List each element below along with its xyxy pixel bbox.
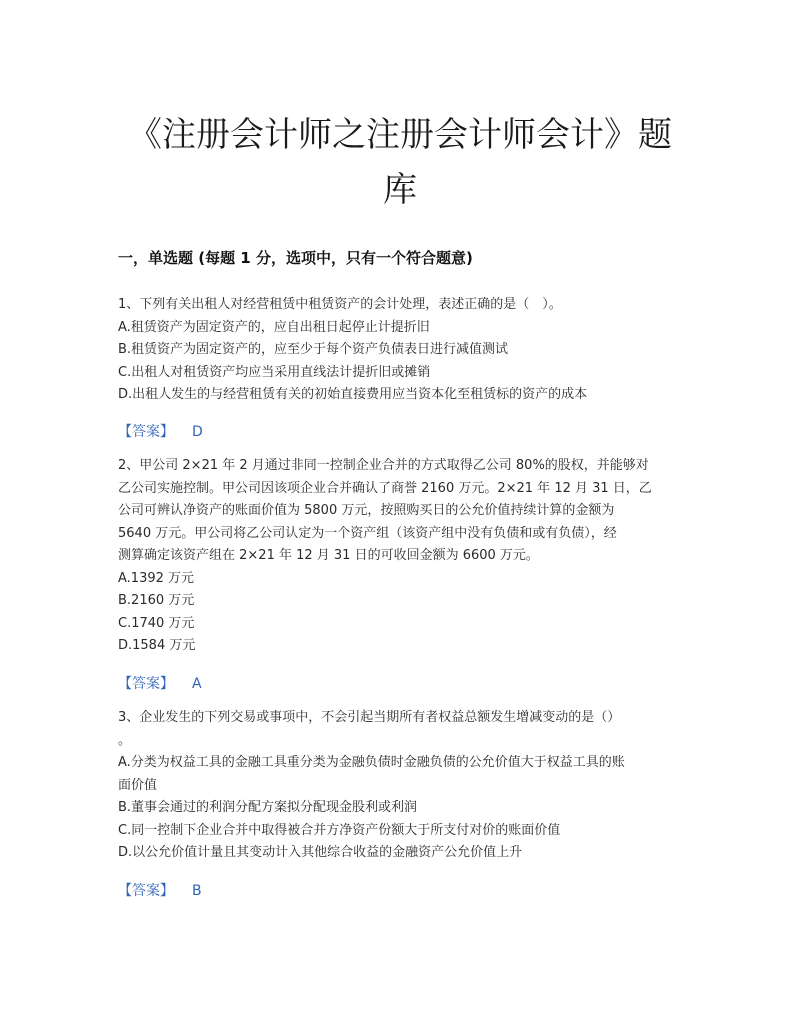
- option-c: C.1740 万元: [118, 615, 195, 631]
- option-c: C.出租人对租赁资产均应当采用直线法计提折旧或摊销: [118, 364, 431, 380]
- answer-value: A: [192, 676, 202, 692]
- question-stem-line: 测算确定该资产组在 2×21 年 12 月 31 日的可收回金额为 6600 万元。: [118, 548, 539, 563]
- option-a: A.1392 万元: [118, 570, 195, 586]
- answer-value: D: [192, 424, 203, 440]
- title-line-1: 《注册会计师之注册会计师会计》题: [128, 115, 672, 155]
- answer-label: 【答案】: [118, 676, 174, 692]
- option-b: B.租赁资产为固定资产的，应至少于每个资产负债表日进行减值测试: [118, 342, 509, 357]
- option-b: B.2160 万元: [118, 593, 195, 608]
- question-stem-line: 公司可辨认净资产的账面价值为 5800 万元，按照购买日的公允价值持续计算的金额为: [118, 503, 615, 518]
- question-3: [118, 707, 684, 865]
- answer-2: [118, 673, 202, 693]
- answer-1: [118, 421, 203, 441]
- section-heading: 一，单选题 (每题 1 分，选项中，只有一个符合题意): [118, 249, 473, 267]
- question-stem-line: 2、甲公司 2×21 年 2 月通过非同一控制企业合并的方式取得乙公司 80%的股权，并能够对: [118, 458, 649, 473]
- answer-label: 【答案】: [118, 424, 174, 440]
- option-a: A.租赁资产为固定资产的，应自出租日起停止计提折旧: [118, 319, 430, 335]
- answer-value: B: [192, 883, 202, 899]
- question-1: [118, 294, 684, 407]
- question-2: [118, 455, 684, 658]
- question-stem-line: 5640 万元。甲公司将乙公司认定为一个资产组（该资产组中没有负债和或有负债），经: [118, 525, 617, 541]
- question-stem-line: 乙公司实施控制。甲公司因该项企业合并确认了商誉 2160 万元。2×21 年 12 月 31 日，乙: [118, 480, 652, 496]
- question-stem: 1、下列有关出租人对经营租赁中租赁资产的会计处理，表述正确的是（ ）。: [118, 297, 562, 312]
- answer-3: [118, 880, 202, 900]
- question-stem-line: 。: [118, 732, 132, 748]
- option-c: C.同一控制下企业合并中取得被合并方净资产份额大于所支付对价的账面价值: [118, 822, 561, 838]
- option-a: A.分类为权益工具的金融工具重分类为金融负债时金融负债的公允价值大于权益工具的账: [118, 755, 625, 770]
- document-title: [110, 108, 690, 218]
- option-d: D.出租人发生的与经营租赁有关的初始直接费用应当资本化至租赁标的资产的成本: [118, 387, 588, 402]
- title-line-2: 库: [383, 170, 417, 210]
- option-d: D.以公允价值计量且其变动计入其他综合收益的金融资产公允价值上升: [118, 845, 523, 860]
- option-a-continued: 面价值: [118, 777, 158, 793]
- option-b: B.董事会通过的利润分配方案拟分配现金股利或利润: [118, 800, 418, 815]
- answer-label: 【答案】: [118, 883, 174, 899]
- option-d: D.1584 万元: [118, 638, 196, 653]
- question-stem-line: 3、企业发生的下列交易或事项中，不会引起当期所有者权益总额发生增减变动的是（）: [118, 710, 621, 725]
